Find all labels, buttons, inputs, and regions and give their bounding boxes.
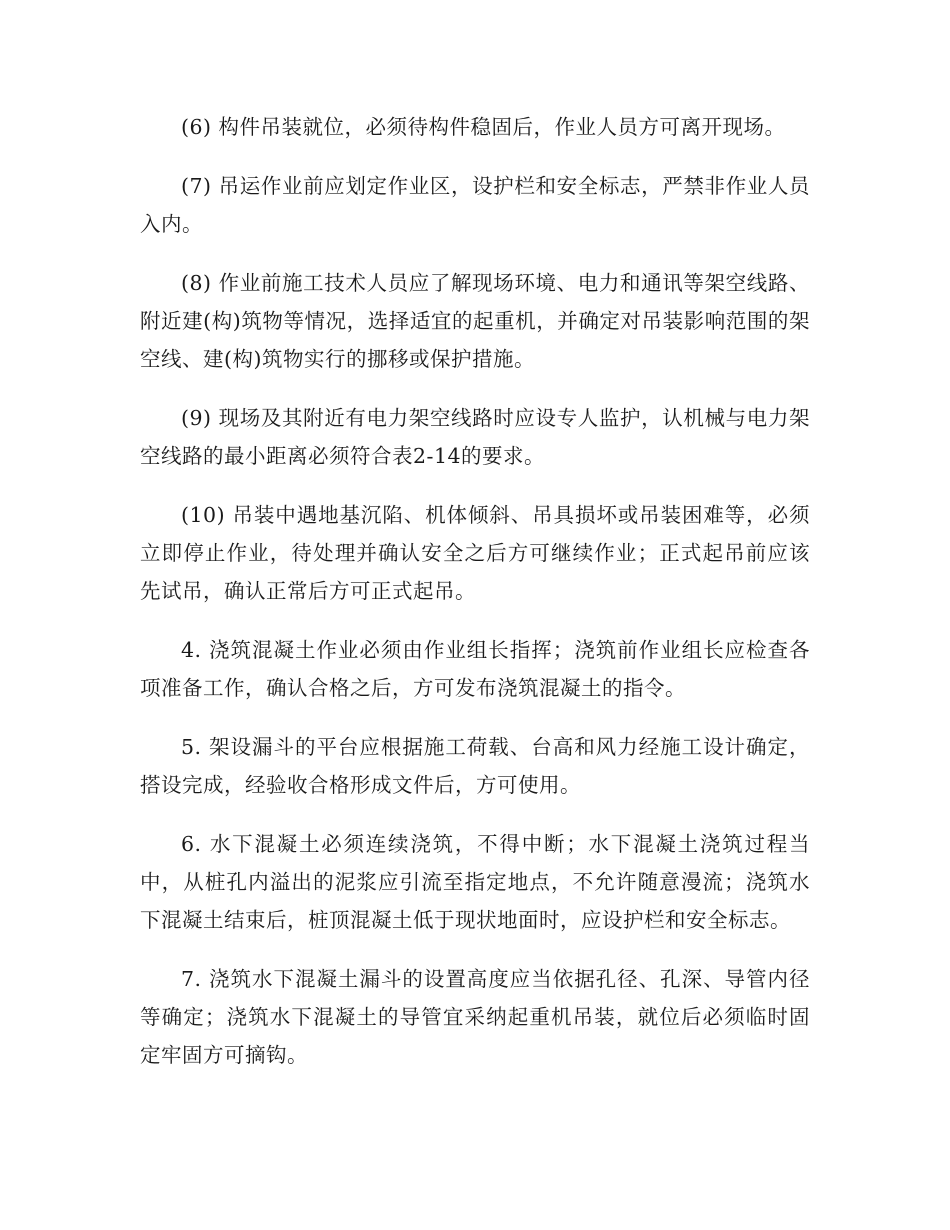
- paragraph-item-7: (7) 吊运作业前应划定作业区，设护栏和安全标志，严禁非作业人员入内。: [140, 174, 810, 236]
- paragraph-section-6: 6. 水下混凝土必须连续浇筑，不得中断；水下混凝土浇筑过程当中，从桩孔内溢出的泥浆应引流至指定地点，不允许随意漫流；浇筑水下混凝土结束后，桩顶混凝土低于现状地面时，应设护栏和安全标志。: [140, 832, 810, 932]
- paragraph-item-8: (8) 作业前施工技术人员应了解现场环境、电力和通讯等架空线路、附近建(构)筑物等情况，选择适宜的起重机，并确定对吊装影响范围的架空线、建(构)筑物实行的挪移或保护措施。: [140, 271, 810, 371]
- paragraph-item-10: (10) 吊装中遇地基沉陷、机体倾斜、吊具损坏或吊装困难等，必须立即停止作业，待处理并确认安全之后方可继续作业；正式起吊前应该先试吊，确认正常后方可正式起吊。: [140, 503, 810, 603]
- paragraph-section-5: 5. 架设漏斗的平台应根据施工荷载、台高和风力经施工设计确定，搭设完成，经验收合格形成文件后，方可使用。: [140, 735, 810, 797]
- paragraph-item-6: (6) 构件吊装就位，必须待构件稳固后，作业人员方可离开现场。: [181, 115, 786, 139]
- paragraph-item-9: (9) 现场及其附近有电力架空线路时应设专人监护，认机械与电力架空线路的最小距离必须符合表2-14的要求。: [140, 406, 810, 468]
- paragraph-section-7: 7. 浇筑水下混凝土漏斗的设置高度应当依据孔径、孔深、导管内径等确定；浇筑水下混凝土的导管宜采纳起重机吊装，就位后必须临时固定牢固方可摘钩。: [140, 967, 810, 1067]
- document-body: [140, 108, 810, 1095]
- paragraph-section-4: 4. 浇筑混凝土作业必须由作业组长指挥；浇筑前作业组长应检查各项准备工作，确认合格之后，方可发布浇筑混凝土的指令。: [140, 638, 810, 700]
